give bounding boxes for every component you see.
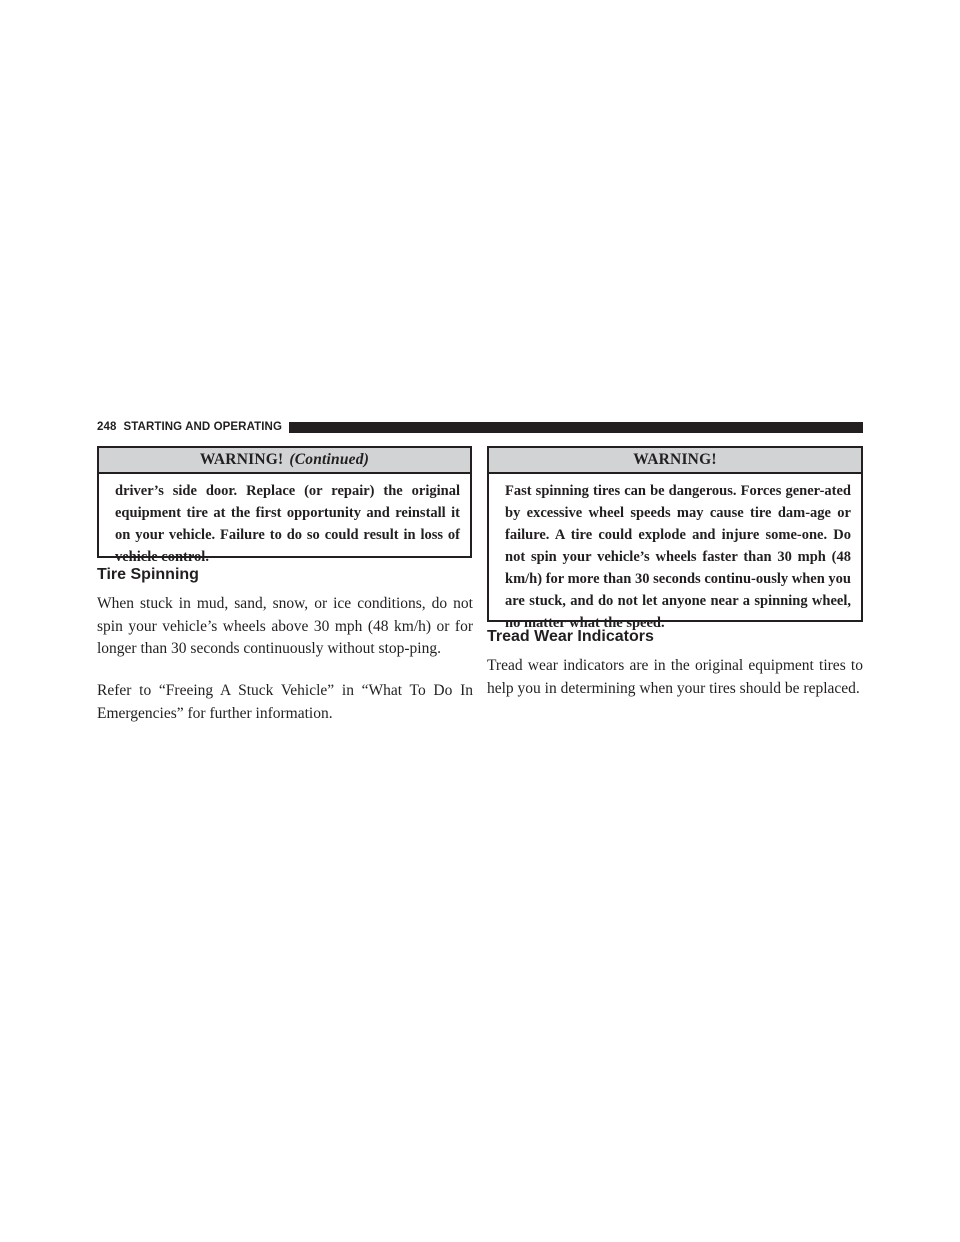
- warning-header: [489, 448, 861, 474]
- warning-header: [99, 448, 470, 474]
- heading-tread-wear-indicators: Tread Wear Indicators: [487, 628, 654, 645]
- tire-spinning-paragraph-2: Refer to “Freeing A Stuck Vehicle” in “What To Do In Emergencies” for further information.: [97, 682, 473, 722]
- warning-title: WARNING!: [199, 451, 284, 468]
- warning-box-continued: [97, 446, 472, 565]
- heading-tire-spinning: Tire Spinning: [97, 566, 199, 583]
- warning-text: driver’s side door. Replace (or repair) the original equipment tire at the first opportunity and reinstall it on your vehicle. Failure to do so could result in loss of vehicle control.: [115, 483, 460, 565]
- page-header: [97, 418, 863, 436]
- tire-spinning-paragraph-1: When stuck in mud, sand, snow, or ice conditions, do not spin your vehicle’s wheels above 30 mph (48 km/h) or for longer than 30 seconds continuously without stop-ping.: [97, 595, 473, 657]
- warning-continued-label: (Continued): [289, 451, 370, 468]
- header-rule: [289, 422, 863, 433]
- warning-text: Fast spinning tires can be dangerous. Forces gener-ated by excessive wheel speeds may cause tire dam-age or failure. A tire could explode and injure some-one. Do not spin your vehicle’s wheels faster than 30 mph (48 km/h) for more than 30 seconds continu-ously when you are stuck, and do not let anyone near a spinning wheel, no matter what the speed.: [505, 483, 851, 631]
- tread-wear-paragraph-1: Tread wear indicators are in the original equipment tires to help you in determining when your tires should be replaced.: [487, 657, 863, 697]
- warning-title: WARNING!: [633, 451, 717, 468]
- warning-box-fast-spinning: [487, 446, 863, 631]
- page-number: 248: [97, 421, 117, 433]
- section-title: STARTING AND OPERATING: [123, 421, 283, 433]
